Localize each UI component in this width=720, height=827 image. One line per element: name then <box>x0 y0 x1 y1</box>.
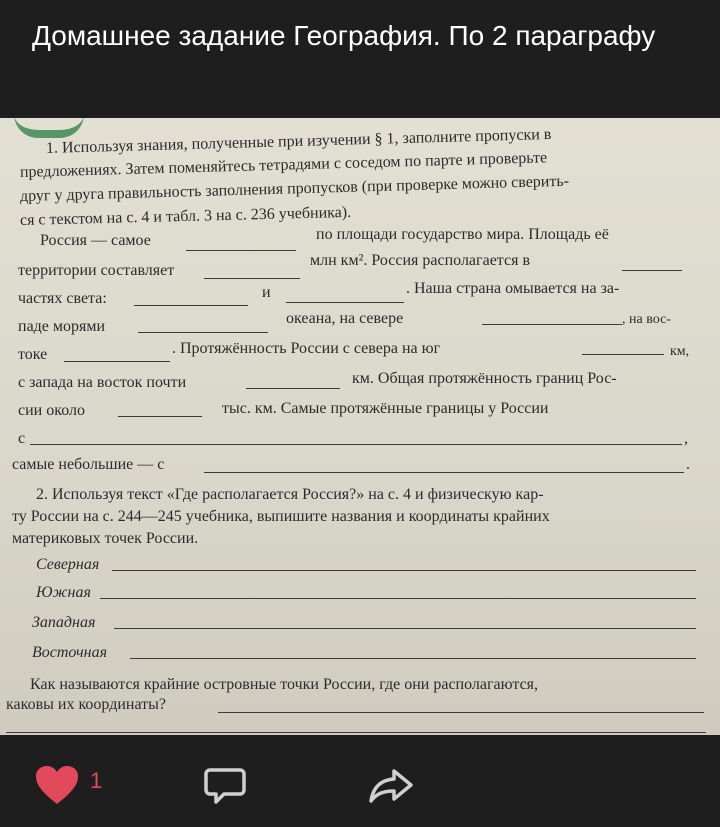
heart-icon[interactable] <box>34 764 80 806</box>
fill-line4-mid: океана, на севере <box>286 310 404 327</box>
point-east-label: Восточная <box>32 644 108 661</box>
blank-line <box>64 361 170 362</box>
question-line2: каковы их координаты? <box>6 696 167 713</box>
share-icon[interactable] <box>368 768 414 804</box>
fill-line4-end: , на вос- <box>622 312 671 327</box>
comment-icon[interactable] <box>204 766 246 806</box>
blank-line <box>30 444 682 445</box>
fill-line6-end: км. Общая протяжённость границ Рос- <box>352 370 617 387</box>
blank-line <box>622 270 682 271</box>
blank-line <box>204 278 300 279</box>
fill-line5-end: км, <box>670 344 690 359</box>
fill-line7-end: тыс. км. Самые протяжённые границы у России <box>222 400 549 417</box>
task2-line2: ту России на с. 244—245 учебника, выпишите названия и координаты крайних <box>12 508 550 525</box>
blank-line <box>246 388 340 389</box>
fill-line3-and: и <box>262 284 271 301</box>
task2-line1: 2. Используя текст «Где располагается Россия?» на с. 4 и физическую кар- <box>36 486 544 503</box>
blank-line <box>112 570 696 571</box>
blank-line <box>138 332 268 333</box>
fill-line2-start: территории составляет <box>18 262 175 279</box>
fill-line9-end: . <box>686 456 690 473</box>
blank-line <box>114 628 696 629</box>
post-title: Домашнее задание География. По 2 параграфу <box>32 20 656 51</box>
blank-line <box>218 712 704 713</box>
fill-line1-start: Россия — самое <box>40 232 151 249</box>
like-count: 1 <box>90 768 103 793</box>
point-west-label: Западная <box>32 614 96 631</box>
task1-intro-line4: ся с текстом на с. 4 и табл. 3 на с. 236 учебника). <box>19 203 352 229</box>
fill-line1-end: по площади государство мира. Площадь её <box>316 226 609 243</box>
question-line1: Как называются крайние островные точки России, где они располагаются, <box>30 676 539 693</box>
task1-intro-line1: 1. Используя знания, полученные при изучении § 1, заполните пропуски в <box>45 125 552 157</box>
textbook-page <box>0 118 720 735</box>
blank-line <box>482 324 622 325</box>
fill-line6-start: с запада на восток почти <box>18 374 187 391</box>
fill-line8-start: с <box>18 430 26 447</box>
blank-line <box>134 305 248 306</box>
homework-photo[interactable] <box>0 118 720 735</box>
fill-line5-start: токе <box>18 346 48 363</box>
blank-line <box>286 302 404 303</box>
point-south-label: Южная <box>36 584 91 601</box>
blank-line <box>100 598 696 599</box>
fill-line3-start: частях света: <box>18 290 107 307</box>
point-north-label: Северная <box>36 556 100 573</box>
blank-line <box>204 472 684 473</box>
fill-line7-start: сии около <box>18 402 85 419</box>
fill-line3-end: . Наша страна омывается на за- <box>406 280 620 297</box>
task2-line3: материковых точек России. <box>12 530 199 547</box>
blank-line <box>186 250 296 251</box>
blank-line <box>6 732 706 733</box>
fill-line9-start: самые небольшие — с <box>12 456 165 473</box>
fill-line5-mid: . Протяжённость России с севера на юг <box>172 340 441 357</box>
fill-line8-end: , <box>684 430 688 447</box>
post-footer <box>0 735 720 827</box>
task1-intro-line3: друг у друга правильность заполнения пропусков (при проверке можно сверить- <box>19 172 570 205</box>
post-header <box>0 0 720 118</box>
fill-line2-mid: млн км². Россия располагается в <box>310 252 530 269</box>
blank-line <box>118 416 202 417</box>
task1-intro-line2: предложениях. Затем поменяйтесь тетрадями с соседом по парте и проверьте <box>19 149 548 181</box>
page-corner-decoration <box>14 118 84 138</box>
blank-line <box>582 354 664 355</box>
fill-line4-start: паде морями <box>18 318 106 335</box>
blank-line <box>130 658 696 659</box>
